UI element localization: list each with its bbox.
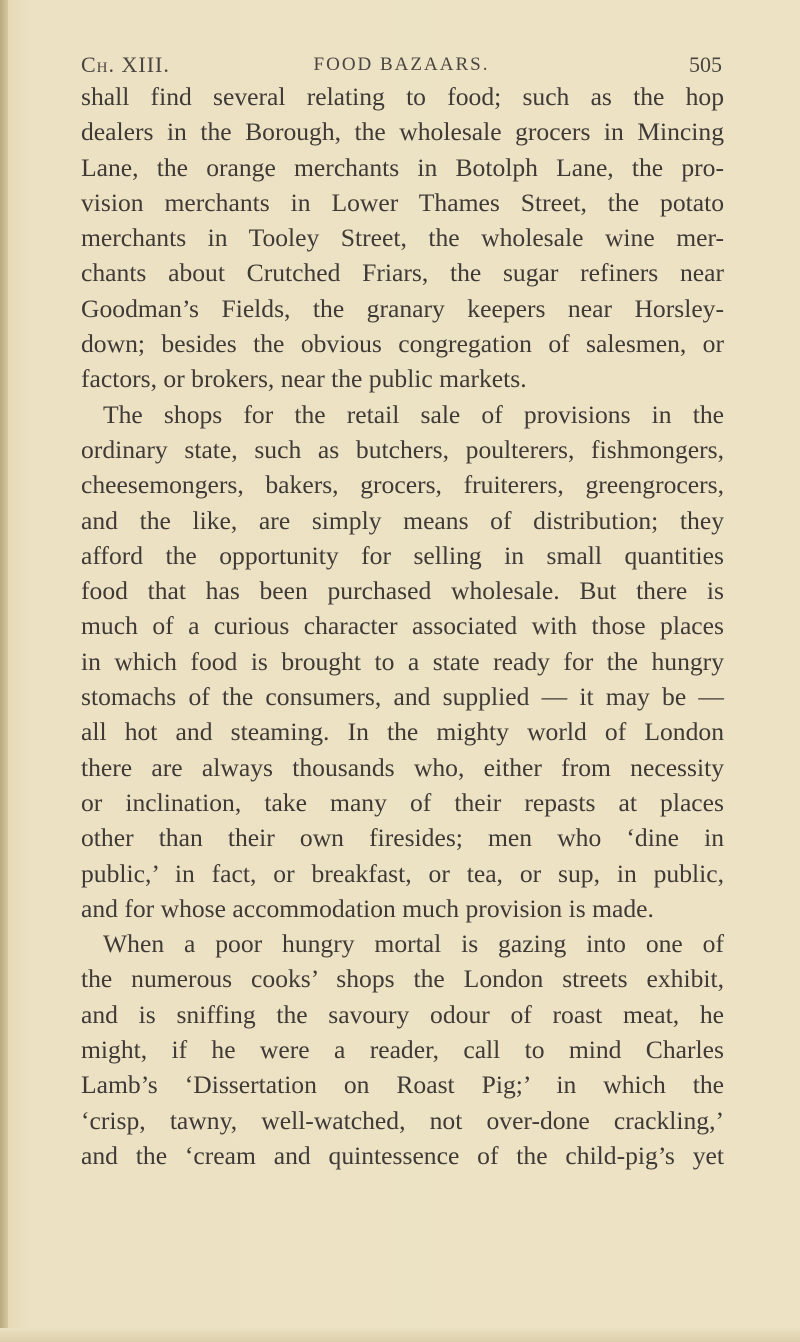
text-line: chants about Crutched Friars, the sugar refiners near (81, 258, 724, 288)
text-line: or inclination, take many of their repasts at places (81, 787, 724, 817)
text-line: and for whose accommodation much provision is made. (81, 893, 654, 923)
text-line: might, if he were a reader, call to mind Charles (81, 1035, 724, 1065)
text-line: other than their own firesides; men who ‘dine in (81, 823, 724, 853)
text-line: the numerous cooks’ shops the London streets exhibit, (81, 964, 724, 994)
text-line: food that has been purchased wholesale. But there is (81, 576, 724, 606)
text-line: and the like, are simply means of distribution; they (81, 505, 724, 535)
text-line: Goodman’s Fields, the granary keepers near Horsley- (81, 293, 724, 323)
text-line: all hot and steaming. In the mighty world of London (81, 717, 724, 747)
text-line: factors, or brokers, near the public markets. (81, 364, 527, 394)
running-title: FOOD BAZAARS. (313, 54, 490, 75)
text-line: When a poor hungry mortal is gazing into one of (103, 929, 724, 959)
text-line: and the ‘cream and quintessence of the child-pig’s yet (81, 1140, 724, 1170)
text-line: there are always thousands who, either from necessity (81, 752, 724, 782)
text-line: The shops for the retail sale of provisions in the (103, 399, 724, 429)
text-line: ordinary state, such as butchers, poulterers, fishmongers, (81, 434, 724, 464)
text-line: dealers in the Borough, the wholesale grocers in Mincing (81, 117, 724, 147)
text-line: merchants in Tooley Street, the wholesale wine mer- (81, 223, 724, 253)
text-line: afford the opportunity for selling in small quantities (81, 540, 724, 570)
text-line: vision merchants in Lower Thames Street, the potato (81, 187, 724, 217)
body-text (81, 79, 724, 1173)
text-line: down; besides the obvious congregation of salesmen, or (81, 329, 724, 359)
text-line: shall find several relating to food; such as the hop (81, 82, 724, 111)
page-left-edge (0, 0, 8, 1342)
text-line: ‘crisp, tawny, well-watched, not over-done crackling,’ (81, 1105, 724, 1135)
text-line: stomachs of the consumers, and supplied — it may be — (81, 682, 724, 712)
page-number: 505 (689, 52, 722, 77)
text-line: cheesemongers, bakers, grocers, fruiterers, greengrocers, (81, 470, 724, 500)
text-line: public,’ in fact, or breakfast, or tea, or sup, in public, (81, 858, 724, 888)
page-bottom-edge (0, 1328, 800, 1342)
text-line: Lamb’s ‘Dissertation on Roast Pig;’ in which the (81, 1070, 724, 1100)
text-line: in which food is brought to a state ready for the hungry (81, 646, 724, 676)
text-line: much of a curious character associated with those places (81, 611, 724, 641)
chapter-label: Ch. XIII. (81, 52, 170, 77)
text-line: and is sniffing the savoury odour of roast meat, he (81, 999, 724, 1029)
text-line: Lane, the orange merchants in Botolph Lane, the pro- (81, 152, 724, 182)
